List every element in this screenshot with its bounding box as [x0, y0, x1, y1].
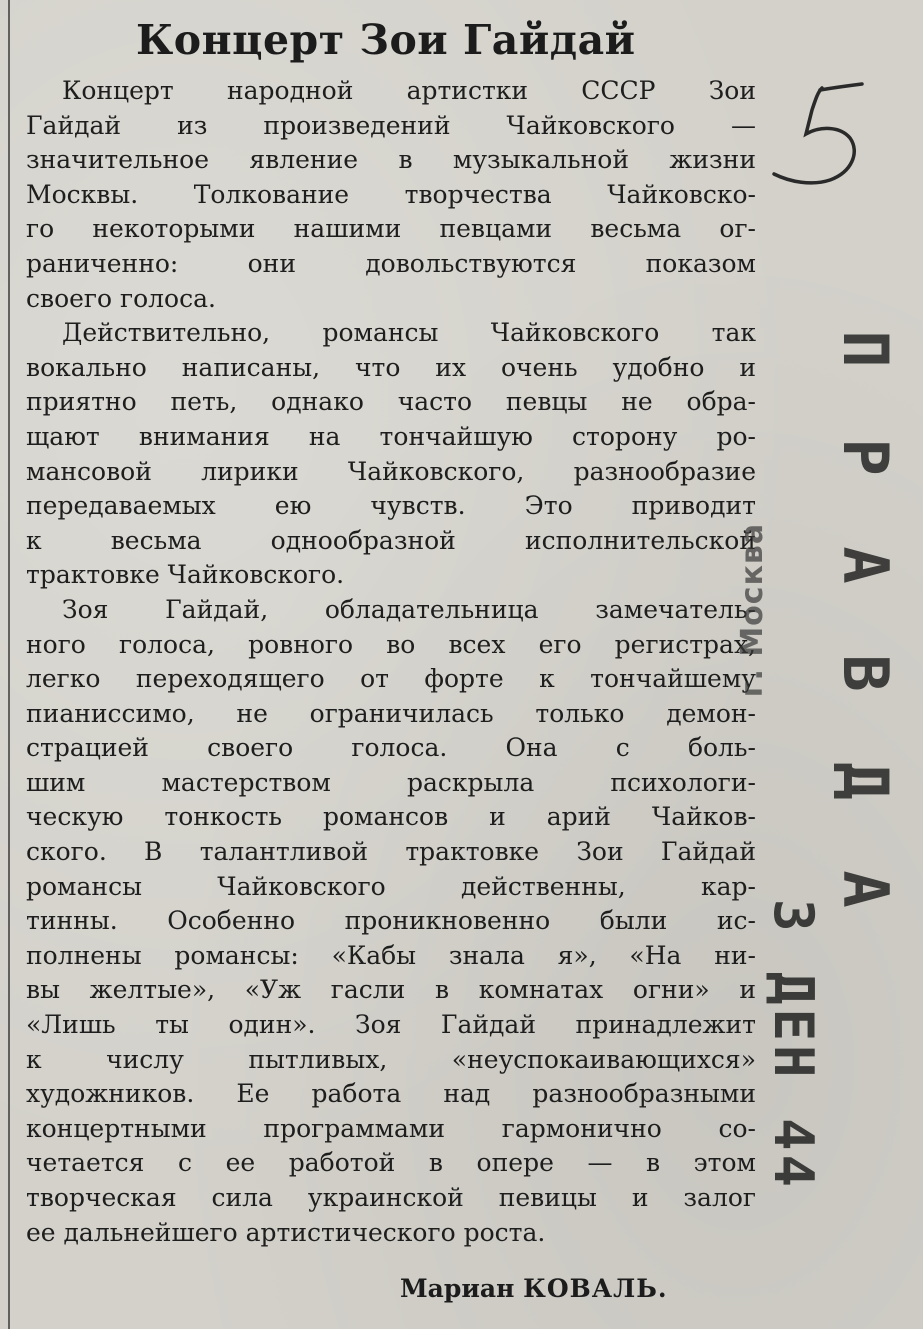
article-line: «Лишь ты один». Зоя Гайдай принадлежит — [26, 1010, 756, 1040]
article-line: передаваемых ею чувств. Это приводит — [26, 491, 756, 521]
pravda-stamp — [800, 295, 923, 943]
article-line: трактовке Чайковского. — [26, 560, 345, 590]
article-line: страцией своего голоса. Она с боль- — [26, 733, 756, 763]
article-line: к весьма однообразной исполнительской — [26, 525, 756, 555]
article-line: Гайдай из произведений Чайковского — — [26, 110, 756, 140]
article-line: вы желтые», «Уж гасли в комнатах огни» и — [26, 975, 756, 1005]
author-last-name: КОВАЛЬ. — [523, 1274, 668, 1303]
article-line: мансовой лирики Чайковского, разнообразие — [26, 456, 756, 486]
article-line: концертными программами гармонично со- — [26, 1113, 756, 1143]
article-title: Концерт Зои Гайдай — [136, 16, 636, 64]
article-line: полнены романсы: «Кабы знала я», «На ни- — [26, 940, 756, 970]
stamp-letter: А — [829, 546, 902, 584]
article-line: тинны. Особенно проникновенно были ис- — [26, 906, 756, 936]
handwritten-number — [760, 82, 870, 192]
article-line: вокально написаны, что их очень удобно и — [26, 352, 756, 382]
article-line: щают внимания на тончайшую сторону ро- — [26, 421, 756, 451]
article-line: творческая сила украинской певицы и залог — [26, 1183, 756, 1212]
article-line: раниченно: они довольствуются показом — [26, 248, 756, 278]
article-line: художников. Ее работа над разнообразными — [26, 1079, 756, 1109]
date-stamp: 3 ДЕН 44 — [762, 898, 825, 1192]
article-line: пианиссимо, не ограничилась только демон- — [26, 698, 756, 728]
article-line: Действительно, романсы Чайковского так — [62, 318, 756, 348]
article-body — [26, 74, 756, 1250]
article-line: значительное явление в музыкальной жизни — [26, 145, 756, 175]
article-line: приятно петь, однако часто певцы не обра- — [26, 387, 756, 417]
article-line: Москвы. Толкование творчества Чайковско- — [26, 179, 756, 209]
article-line: ческую тонкость романсов и арий Чайков- — [26, 802, 756, 832]
byline — [400, 1272, 668, 1306]
stamp-letter: Р — [829, 438, 902, 476]
article-line: Концерт народной артистки СССР Зои — [62, 76, 756, 105]
article-line: романсы Чайковского действенны, кар- — [26, 871, 756, 901]
article-line: к числу пытливых, «неуспокаивающихся» — [26, 1044, 756, 1074]
city-stamp: г. Москва — [735, 522, 770, 698]
article-line: шим мастерством раскрыла психологи- — [26, 767, 756, 797]
stamp-letter: П — [829, 330, 902, 368]
author-first-name: Мариан — [400, 1274, 515, 1303]
article-line: своего голоса. — [26, 283, 216, 313]
article-line: четается с ее работой в опере — в этом — [26, 1148, 756, 1178]
article-line: ского. В талантливой трактовке Зои Гайдай — [26, 837, 756, 867]
column-rule — [8, 0, 10, 1329]
stamp-letter: В — [829, 654, 902, 692]
article-line: ного голоса, ровного во всех его регистрах, — [26, 629, 756, 659]
stamp-letter: Д — [829, 762, 902, 800]
stamp-letter: А — [829, 870, 902, 908]
article-line: легко переходящего от форте к тончайшему — [26, 664, 756, 694]
article-line: го некоторыми нашими певцами весьма ог- — [26, 214, 756, 244]
article-line: ее дальнейшего артистического роста. — [26, 1217, 546, 1247]
article-line: Зоя Гайдай, обладательница замечатель- — [62, 594, 756, 624]
